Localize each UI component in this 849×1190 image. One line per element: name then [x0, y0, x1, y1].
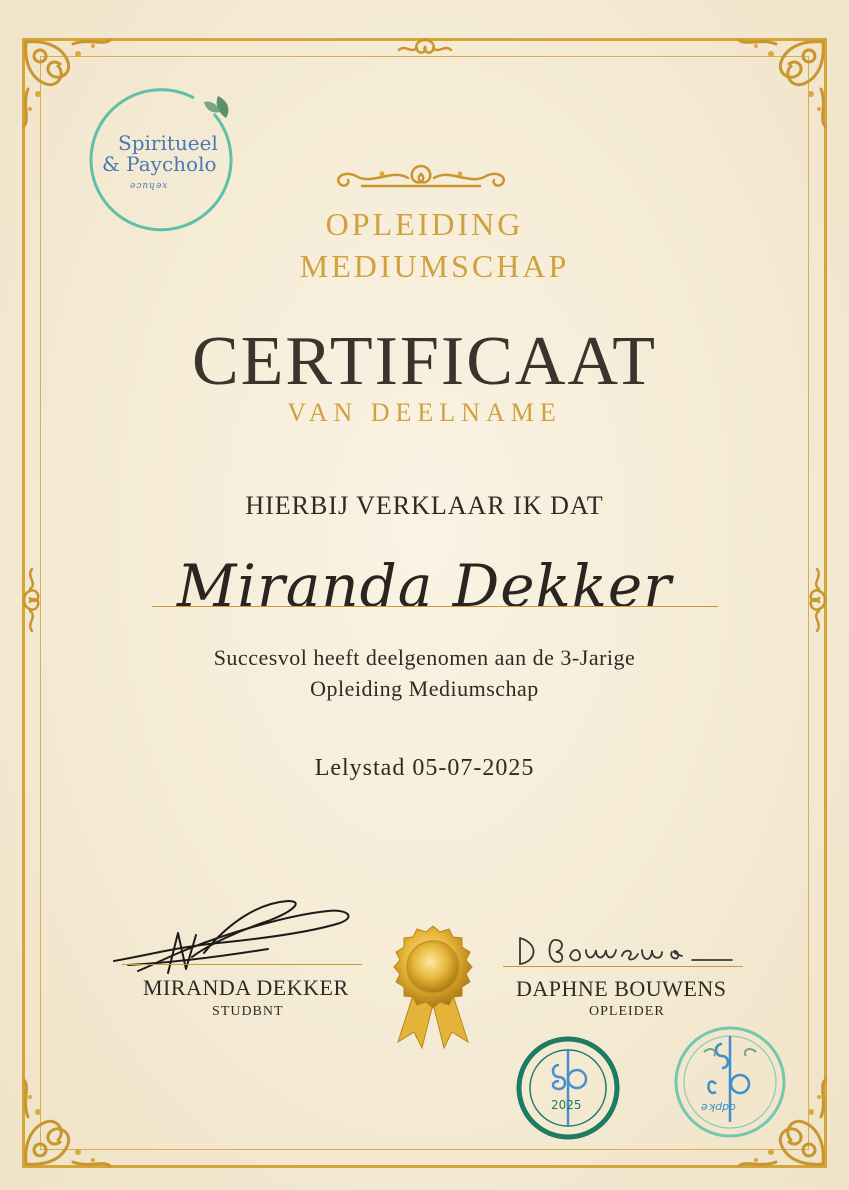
recipient-name-underline	[152, 606, 718, 607]
logo-text-line-1: Spiritueel	[118, 131, 218, 155]
certificate-subtitle: VAN DEELNAME	[287, 398, 562, 427]
course-heading-line-1: OPLEIDING	[325, 206, 524, 242]
student-signature-line	[122, 964, 362, 965]
student-signature	[108, 893, 358, 983]
logo-text-line-2: & Paycholo	[102, 152, 217, 176]
corner-ornament-top-right	[721, 34, 831, 144]
course-heading-line-2: MEDIUMSCHAP	[299, 248, 570, 284]
teal-stamp-icon	[670, 1022, 790, 1142]
certificate-title: CERTIFICAAT	[191, 323, 658, 400]
green-stamp-year: 2025	[551, 1098, 582, 1112]
body-text-line-1: Succesvol heeft deelgenomen aan de 3-Jarige	[213, 645, 636, 670]
heading-scroll-ornament	[322, 160, 520, 192]
body-text-line-2: Opleiding Mediumschap	[310, 676, 539, 701]
teacher-signature-line	[503, 966, 743, 967]
gold-seal-icon	[384, 922, 482, 1050]
logo-tagline: ǝɔnɥǝx	[130, 181, 169, 191]
corner-ornament-bottom-left	[18, 1062, 128, 1172]
teacher-signature	[512, 930, 742, 970]
declaration-text: HIERBIJ VERKLAAR IK DAT	[245, 491, 604, 520]
place-and-date: Lelystad 05-07-2025	[314, 755, 535, 781]
recipient-name: Miranda Dekker	[177, 552, 672, 620]
teal-stamp-word: ǝʞdpo	[701, 1100, 736, 1113]
teacher-name: DAPHNE BOUWENS	[516, 976, 727, 1001]
top-edge-ornament	[395, 36, 455, 58]
teacher-role: OPLEIDER	[589, 1004, 665, 1019]
student-name: MIRANDA DEKKER	[143, 975, 349, 1000]
green-stamp-icon	[515, 1035, 621, 1141]
student-role: STUDBNT	[212, 1004, 284, 1019]
